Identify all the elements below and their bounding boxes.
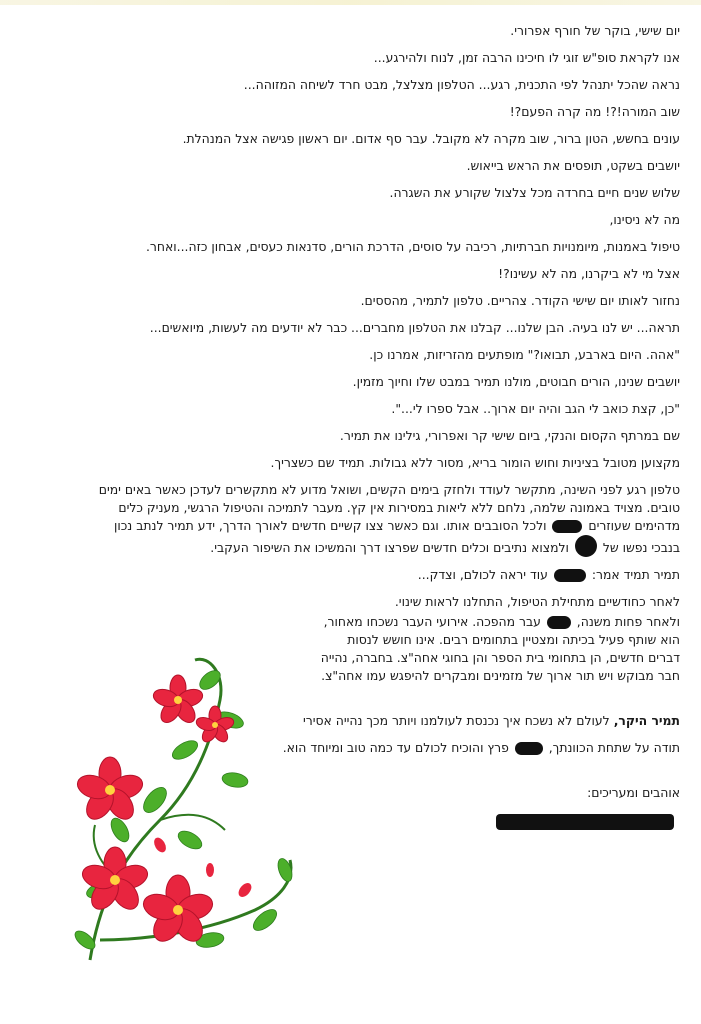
redaction-mark — [515, 742, 543, 755]
redaction-mark — [575, 535, 597, 557]
redaction-mark — [554, 569, 586, 582]
paragraph: נראה שהכל יתנהל לפי התכנית, רגע... הטלפון מצלצל, מבט חרד לשיחה המזוהה... — [243, 77, 680, 92]
paragraph: דברים חדשים, הן בתחומי בית הספר והן בחוגי אחה"צ. בחברה, נהייה — [320, 650, 680, 665]
paragraph: מה לא ניסינו, — [609, 212, 680, 227]
top-edge-tint — [0, 0, 701, 5]
paragraph-redacted — [94, 566, 680, 584]
paragraph: עונים בחשש, הטון ברור, שוב מקרה לא מקובל. עבר סף אדום. יום ראשון פגישה אצל המנהלת. — [182, 131, 680, 146]
text-segment: ולמצוא נתיבים וכלים חדשים שפרצו דרך והמשיכו את השיפור העקבי. — [210, 540, 569, 555]
paragraph: הוא שותף פעיל בכיתה ומצטיין בתחומים רבים. אינו חושש לנסות — [347, 632, 680, 647]
text-segment: תמיר תמיד אמר: — [591, 567, 680, 582]
text-segment: תודה על שתחת הכוונתך, — [548, 740, 680, 755]
text-segment: ולאחר פחות משנה, — [576, 614, 680, 629]
paragraph: שם במרתף הקסום והנקי, ביום שישי קר ואפרורי, גילינו את תמיר. — [339, 428, 680, 443]
text-segment: ולכל הסובבים אותו. וגם כאשר צצו קשיים חדשים לאורך הדרך, ידע תמיר לנתב נכון בנבכי נפשו של — [113, 518, 680, 555]
paragraph: טיפול באמנות, מיומנויות חברתיות, רכיבה על סוסים, הדרכת הורים, סדנאות כעסים, אבחון כזה...ואחר. — [145, 239, 680, 254]
paragraph: אנו לקראת סופ"ש זוגי לו חיכינו הרבה זמן, לנוח ולהירגע... — [373, 50, 680, 65]
text-segment: עוד יראה לכולם, וצדק... — [417, 567, 548, 582]
text-segment: לעולם לא נשכח איך נכנסת לעולמנו ויותר מכך נהייה אסירי — [302, 713, 610, 728]
addressee: תמיר היקר, — [613, 713, 680, 728]
signature-redaction — [496, 814, 674, 830]
text-segment: טלפון רגע לפני השינה, מתקשר לעודד ולחזק בימים הקשים, ושואל מדוע לא מתקשרים לעדכן כאשר באים ימים טובים. מצויד באמונה שלמה, נלחם ללא ליאות במסירות אין קץ. מעבר לתמיכה והטיפול הרגשי, מעניק כלים מדהימים שעוזרים — [98, 482, 680, 533]
paragraph: "אהה. היום בארבע, תבואו?" מופתעים מהזריזות, אמרנו כן. — [369, 347, 680, 362]
paragraph: יום שישי, בוקר של חורף אפרורי. — [510, 23, 680, 38]
closing-line: אוהבים ומעריכים: — [587, 785, 680, 800]
paragraph: שוב המורה!?! מה קרה הפעם?! — [509, 104, 680, 119]
paragraph: תראה... יש לנו בעיה. הבן שלנו... קבלנו את הטלפון מחברים... כבר לא יודעים מה לעשות, מיואשים... — [149, 320, 680, 335]
paragraph-redacted — [94, 613, 680, 631]
paragraph: אצל מי לא ביקרנו, מה לא עשינו?! — [498, 266, 680, 281]
text-segment: עבר מהפכה. אירועי העבר נשכחו מאחור, — [323, 614, 541, 629]
paragraph: לאחר כחודשיים מתחילת הטיפול, התחלנו לראות שינוי. — [394, 594, 680, 609]
paragraph: נחזור לאותו יום שישי הקודר. צהריים. טלפון לתמיר, מהססים. — [360, 293, 680, 308]
paragraph: שלוש שנים חיים בחרדה מכל צלצול שקורע את השגרה. — [389, 185, 680, 200]
paragraph: יושבים בשקט, תופסים את הראש בייאוש. — [466, 158, 680, 173]
text-segment: פרץ והוכיח לכולם עד כמה טוב ומיוחד הוא. — [282, 740, 509, 755]
redaction-mark — [547, 616, 571, 629]
paragraph: מקצוען מטובל בציניות וחוש הומור בריא, מסור ללא גבולות. תמיד שם כשצריך. — [270, 455, 680, 470]
redaction-mark — [552, 520, 582, 533]
paragraph-redacted — [94, 481, 680, 557]
paragraph: חבר מבוקש ויש תור ארוך של מזמינים ומבקרים להיפגש עמו אחה"צ. — [321, 668, 680, 683]
paragraph: יושבים שנינו, הורים חבוטים, מולנו תמיר במבט שלו וחיוך מזמין. — [352, 374, 680, 389]
paragraph: "כן, קצת כואב לי הגב והיה יום ארוך.. אבל ספרו לי...". — [391, 401, 680, 416]
floral-corner-icon — [60, 640, 300, 970]
